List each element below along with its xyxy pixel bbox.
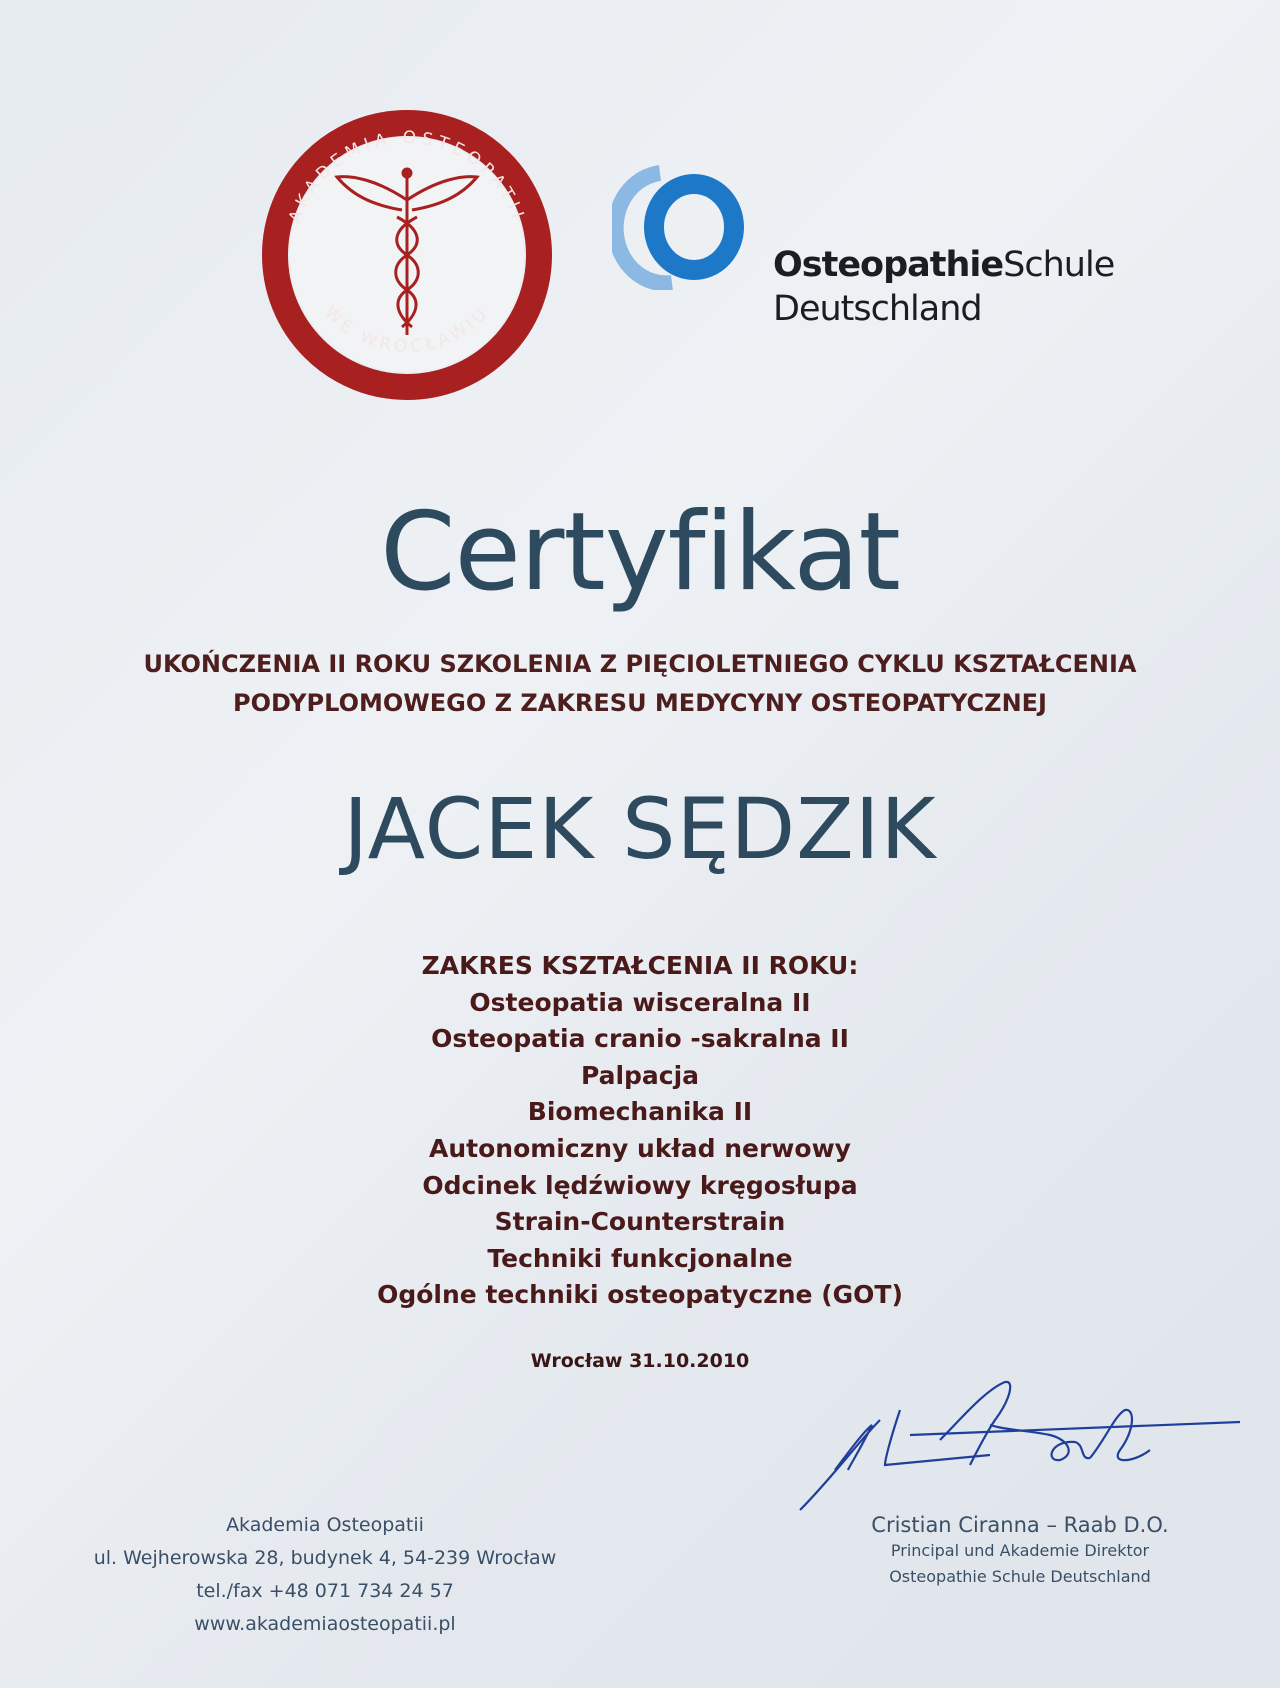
list-item: Strain-Counterstrain — [494, 1207, 786, 1237]
list-item: Odcinek lędźwiowy kręgosłupa — [422, 1170, 858, 1200]
osteopathie-schule-ring-logo — [612, 165, 762, 290]
recipient-name: JACEK SĘDZIK — [343, 780, 937, 878]
list-item: Biomechanika II — [527, 1097, 753, 1127]
osteopathie-schule-wordmark: OsteopathieSchule Deutschland — [773, 245, 1115, 329]
academy-name: Akademia Osteopatii — [226, 1514, 424, 1536]
certificate-title: Certyfikat — [380, 490, 900, 615]
list-item: Techniki funkcjonalne — [487, 1243, 793, 1273]
list-item: Palpacja — [580, 1060, 700, 1090]
signatory-block — [820, 1512, 1220, 1590]
signatory-role: Principal und Akademie Direktor — [890, 1541, 1150, 1560]
list-item: Autonomiczny układ nerwowy — [429, 1133, 851, 1163]
academy-phone: tel./fax +48 071 734 24 57 — [196, 1580, 454, 1602]
academy-address: ul. Wejherowska 28, budynek 4, 54-239 Wrocław — [93, 1547, 557, 1569]
academy-contact — [60, 1509, 590, 1641]
scope-list — [0, 948, 1280, 1314]
signatory-name: Cristian Ciranna – Raab D.O. — [871, 1513, 1169, 1537]
svg-text:AKADEMIA OSTEOPATII: AKADEMIA OSTEOPATII — [285, 127, 529, 226]
subtitle-line-1: UKOŃCZENIA II ROKU SZKOLENIA Z PIĘCIOLETNIEGO CYKLU KSZTAŁCENIA — [143, 650, 1137, 678]
subtitle-line-2: PODYPLOMOWEGO Z ZAKRESU MEDYCYNY OSTEOPATYCZNEJ — [233, 689, 1047, 717]
academy-website: www.akademiaosteopatii.pl — [194, 1613, 456, 1635]
akademia-osteopatii-seal-logo — [257, 105, 557, 405]
list-item: Osteopatia cranio -sakralna II — [431, 1024, 849, 1054]
svg-text:WE WROCŁAWIU: WE WROCŁAWIU — [320, 302, 494, 357]
signatory-organization: Osteopathie Schule Deutschland — [889, 1567, 1151, 1586]
issue-date: Wrocław 31.10.2010 — [530, 1350, 750, 1372]
list-item: Osteopatia wisceralna II — [469, 987, 811, 1017]
signature — [790, 1370, 1250, 1515]
list-item: Ogólne techniki osteopatyczne (GOT) — [377, 1280, 903, 1310]
scope-heading: ZAKRES KSZTAŁCENIA II ROKU: — [421, 951, 859, 980]
